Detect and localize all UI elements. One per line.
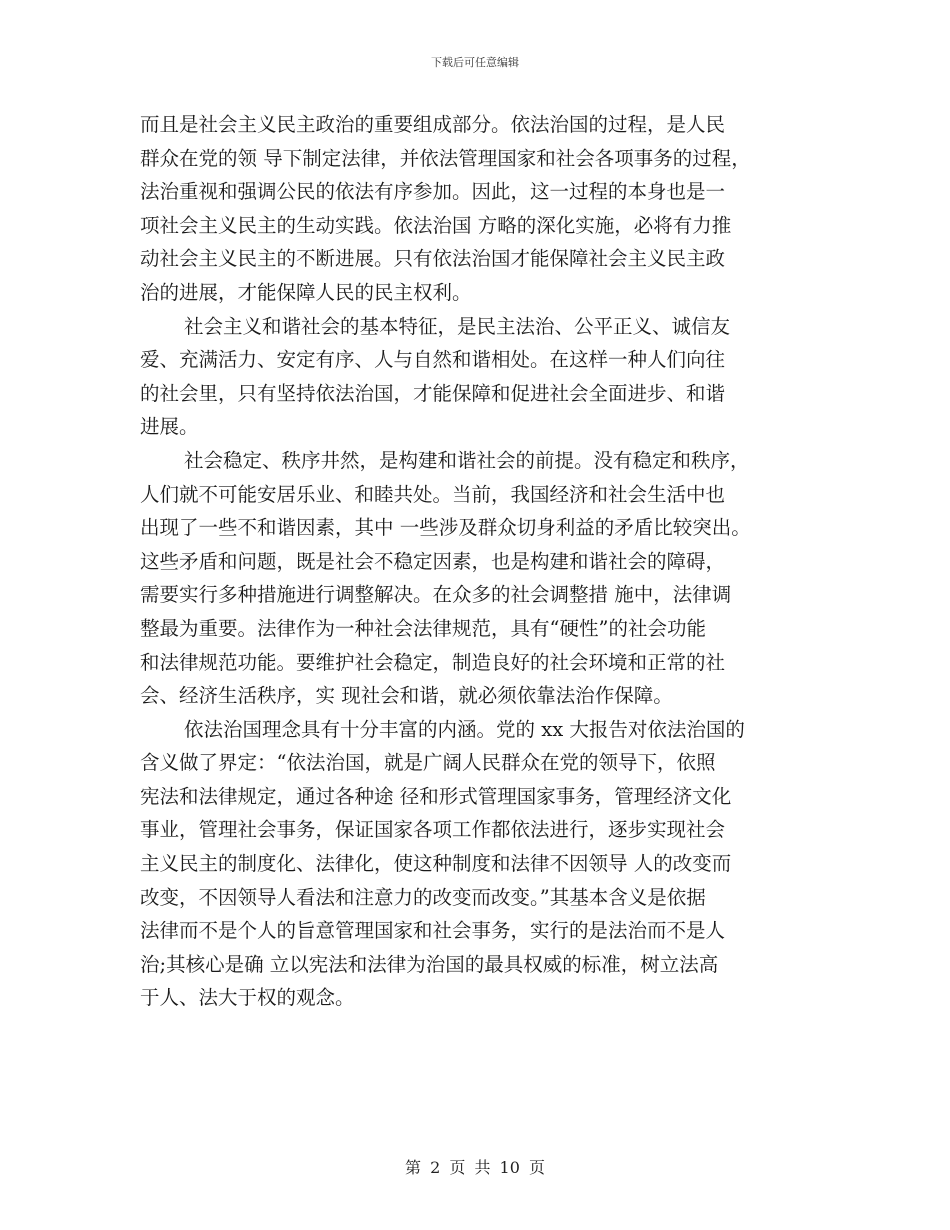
text-line: 出现了一些不和谐因素，其中 一些涉及群众切身利益的矛盾比较突出。	[140, 516, 751, 540]
text-line: 会、经济生活秩序，实 现社会和谐，就必须依靠法治作保障。	[140, 684, 673, 708]
text-line: 改变，不因领导人看法和注意力的改变而改变。”其基本含义是依据	[140, 885, 706, 909]
page-header: 下载后可任意编辑	[431, 56, 519, 69]
text-line: 社会主义和谐社会的基本特征，是民主法治、公平正义、诚信友	[184, 314, 731, 338]
text-line: 的社会里，只有坚持依法治国，才能保障和促进社会全面进步、和谐	[140, 381, 726, 405]
text-line: 群众在党的领 导下制定法律，并依法管理国家和社会各项事务的过程，	[140, 146, 751, 170]
text-line: 法律而不是个人的旨意管理国家和社会事务，实行的是法治而不是人	[140, 919, 726, 943]
text-line: 而且是社会主义民主政治的重要组成部分。依法治国的过程，是人民	[140, 113, 726, 136]
text-line: 项社会主义民主的生动实践。依法治国 方略的深化实施，必将有力推	[140, 213, 732, 237]
paragraph-2	[140, 310, 812, 444]
paragraph-1	[140, 108, 812, 310]
text-line: 需要实行多种措施进行调整解决。在众多的社会调整措 施中，法律调	[140, 583, 732, 607]
text-line: 依法治国理念具有十分丰富的内涵。党的 xx 大报告对依法治国的	[184, 717, 745, 741]
page-number: 第 2 页 共 10 页	[405, 1158, 545, 1177]
paragraph-3	[140, 444, 812, 713]
document-body	[140, 108, 812, 1015]
text-line: 事业，管理社会事务，保证国家各项工作都依法进行，逐步实现社会	[140, 818, 726, 842]
text-line: 治;其核心是确 立以宪法和法律为治国的最具权威的标准，树立法高	[140, 952, 719, 976]
text-line: 法治重视和强调公民的依法有序参加。因此，这一过程的本身也是一	[140, 180, 726, 204]
text-line: 治的进展，才能保障人民的民主权利。	[140, 280, 472, 304]
text-line: 进展。	[140, 415, 199, 439]
text-line: 于人、法大于权的观念。	[140, 986, 355, 1010]
text-line: 这些矛盾和问题，既是社会不稳定因素，也是构建和谐社会的障碍，	[140, 549, 726, 573]
text-line: 主义民主的制度化、法律化，使这种制度和法律不因领导 人的改变而	[140, 852, 732, 876]
paragraph-4	[140, 713, 812, 1015]
text-line: 宪法和法律规定，通过各种途 径和形式管理国家事务，管理经济文化	[140, 784, 732, 808]
text-line: 动社会主义民主的不断进展。只有依法治国才能保障社会主义民主政	[140, 247, 726, 271]
text-line: 整最为重要。法律作为一种社会法律规范，具有“硬性”的社会功能	[140, 616, 706, 640]
text-line: 含义做了界定：“依法治国，就是广阔人民群众在党的领导下，依照	[140, 751, 716, 775]
text-line: 爱、充满活力、安定有序、人与自然和谐相处。在这样一种人们向往	[140, 348, 726, 372]
text-line: 和法律规范功能。要维护社会稳定，制造良好的社会环境和正常的社	[140, 650, 726, 674]
text-line: 社会稳定、秩序井然，是构建和谐社会的前提。没有稳定和秩序，	[184, 448, 750, 472]
text-line: 人们就不可能安居乐业、和睦共处。当前，我国经济和社会生活中也	[140, 482, 726, 506]
